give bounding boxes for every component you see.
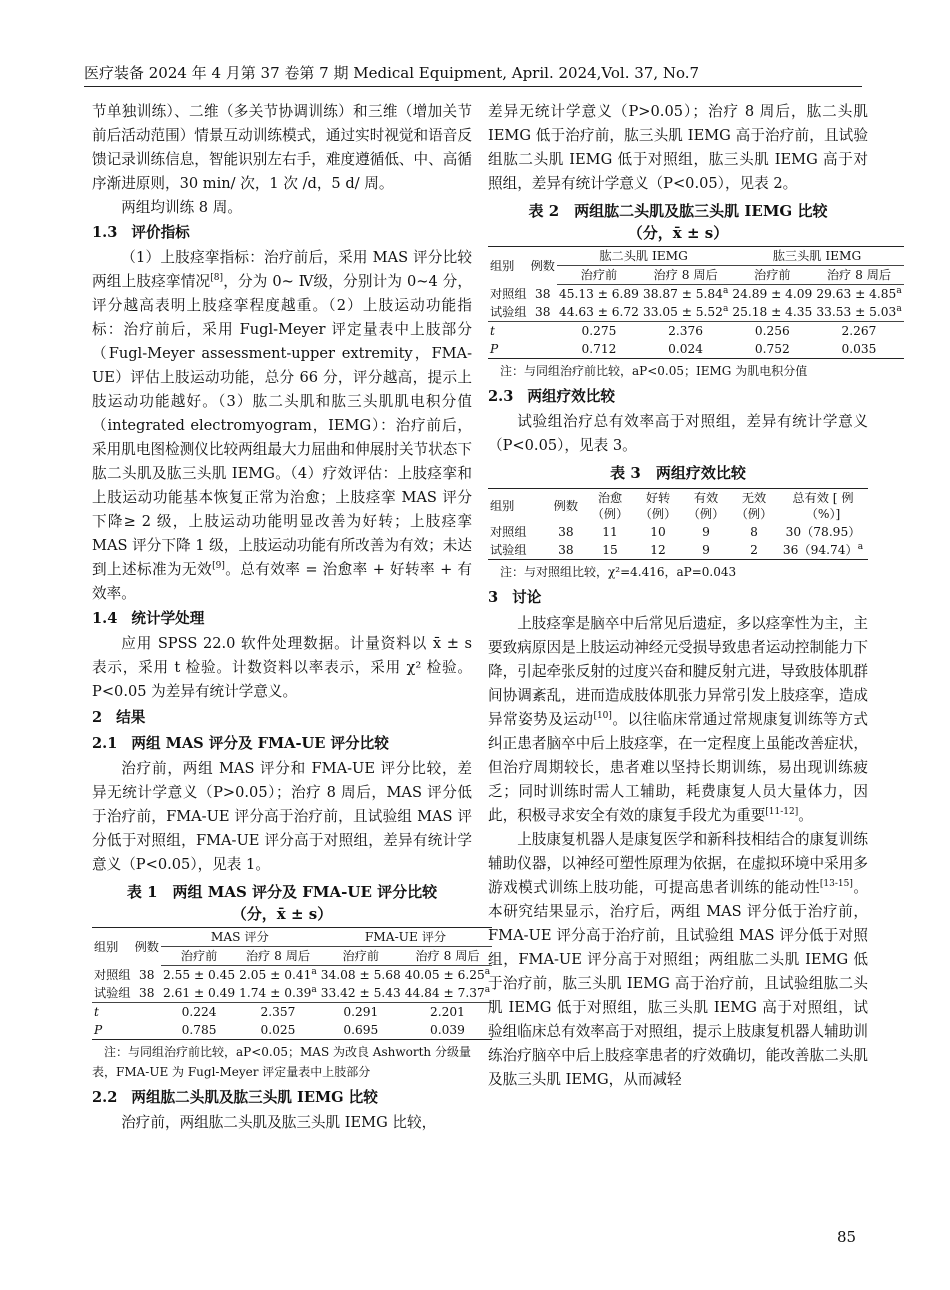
table-row: t 0.275 2.376 0.256 2.267	[490, 324, 877, 338]
table1	[92, 927, 492, 1040]
table3-note: 注：与对照组比较，χ²=4.416，aP=0.043	[500, 565, 737, 579]
table2	[488, 246, 904, 359]
table-header: 组别	[488, 489, 546, 524]
table-header: 治疗 8 周后	[403, 947, 492, 966]
table1-caption-unit: （分，x̄ ± s）	[231, 905, 333, 923]
table-header: 例数	[529, 247, 557, 285]
citation: [8]	[210, 273, 224, 284]
section-2-3-heading: 2.3 两组疗效比较	[488, 388, 615, 405]
table-header: 组别	[92, 928, 133, 966]
right-column	[488, 100, 902, 1092]
table-row: 试验组 38 2.61 ± 0.49 1.74 ± 0.39$^a$ 33.42 ± 5.43 44.84 ± 7.37$^a$	[92, 984, 492, 1003]
table-header: 有效（例）	[682, 489, 730, 524]
paragraph-discussion-1: 上肢痉挛是脑卒中后常见后遗症，多以痉挛性为主，主要致病原因是上肢运动神经元受损导致患者运动控制能力下降，引起牵张反射的过度兴奋和腱反射亢进，导致肢体肌群间协调紊乱，进而造成肢体肌张力异常引发上肢痉挛，造成异常姿势及运动[10]。以往临床常通过常规康复训练等方式纠正患者脑卒中后上肢痉挛，在一定程度上虽能改善症状，但治疗周期较长，患者难以坚持长期训练，易出现训练疲乏；同时训练时需人工辅助，耗费康复人员大量体力，因此，积极寻求安全有效的康复手段尤为重要[11-12]。	[488, 615, 868, 824]
table-row: 对照组 38 11 10 9 8 30（78.95）	[490, 525, 861, 539]
table-row: P 0.712 0.024 0.752 0.035	[488, 340, 904, 359]
table2-caption: 表 2 两组肱二头肌及肱三头肌 IEMG 比较	[528, 202, 828, 220]
table-header: FMA-UE 评分	[319, 928, 492, 947]
table-header: 总有效 [ 例（%）]	[778, 489, 868, 524]
paragraph-training-cont: 节单独训练）、二维（多关节协调训练）和三维（增加关节前后活动范围）情景互动训练模式，通过实时视觉和语音反馈记录训练信息，智能识别左右手，难度遵循低、中、高循序渐进原则，30 min/ 次，1 次 /d，5 d/ 周。	[92, 103, 472, 192]
paragraph-2-3: 试验组治疗总有效率高于对照组，差异有统计学意义（P<0.05），见表 3。	[488, 413, 868, 454]
table-header: 肱三头肌 IEMG	[730, 247, 903, 266]
paragraph-weeks: 两组均训练 8 周。	[121, 199, 242, 216]
table2-caption-unit: （分，x̄ ± s）	[627, 224, 729, 242]
section-2-heading: 2 结果	[92, 709, 146, 726]
citation: [10]	[593, 711, 612, 722]
table-header: 治疗前	[730, 266, 814, 285]
table-row: t 0.224 2.357 0.291 2.201	[94, 1005, 465, 1019]
section-1-3-heading: 1.3 评价指标	[92, 224, 190, 241]
paragraph-evaluation: （1）上肢痉挛指标：治疗前后，采用 MAS 评分比较两组上肢痉挛情况[8]，分为 0~ Ⅳ级，分别计为 0~4 分，评分越高表明上肢痉挛程度越重。（2）上肢运动功能指标：治疗前后，采用 Fugl-Meyer 评定量表中上肢部分（Fugl-Meyer assessment-upper extremity，FMA-UE）评估上肢运动功能，总分 66 分，评分越高，提示上肢运动功能越好。（3）肱二头肌和肱三头肌肌电积分值（integrated electromyogram，IEMG）：治疗前后，采用肌电图检测仪比较两组最大力屈曲和伸展肘关节状态下肱二头肌及肱三头肌 IEMG。（4）疗效评估：上肢痉挛和上肢运动功能基本恢复正常为治愈；上肢痉挛 MAS 评分下降≥ 2 级，上肢运动功能明显改善为好转；上肢痉挛 MAS 评分下降 1 级，上肢运动功能有所改善为有效；未达到上述标准为无效[9]。总有效率 = 治愈率 + 好转率 + 有效率。	[92, 249, 472, 602]
header-rule	[84, 86, 862, 87]
table-header: 例数	[133, 928, 161, 966]
table-header: 好转（例）	[634, 489, 682, 524]
paragraph-discussion-2: 上肢康复机器人是康复医学和新科技相结合的康复训练辅助仪器，以神经可塑性原理为依据，在虚拟环境中采用多游戏模式训练上肢功能，可提高患者训练的能动性[13-15]。本研究结果显示，治疗后，两组 MAS 评分低于治疗前，FMA-UE 评分高于治疗前，且试验组 MAS 评分低于对照组，FMA-UE 评分高于对照组；两组肱二头肌 IEMG 低于治疗前，肱三头肌 IEMG 高于治疗前，且试验组肱二头肌 IEMG 低于对照组，肱三头肌 IEMG 高于对照组，试验组临床总有效率高于对照组，提示上肢康复机器人辅助训练治疗脑卒中后上肢痉挛患者的疗效确切，能改善肱二头肌及肱三头肌 IEMG，从而减轻	[488, 831, 868, 1088]
table-header: 例数	[546, 489, 586, 524]
table-row: 试验组 38 15 12 9 2 $36(94.74)^a$	[488, 541, 868, 560]
section-1-4-heading: 1.4 统计学处理	[92, 610, 205, 627]
running-header: 医疗装备 2024 年 4 月第 37 卷第 7 期 Medical Equipment, April. 2024,Vol. 37, No.7	[84, 64, 700, 82]
table-row: P 0.785 0.025 0.695 0.039	[92, 1021, 492, 1040]
table2-note: 注：与同组治疗前比较，aP<0.05；IEMG 为肌电积分值	[500, 364, 808, 378]
table-row: 试验组 38 44.63 ± 6.72 33.05 ± 5.52$^a$ 25.18 ± 4.35 33.53 ± 5.03$^a$	[488, 303, 904, 322]
section-2-1-heading: 2.1 两组 MAS 评分及 FMA-UE 评分比较	[92, 735, 389, 752]
paragraph-2-2-cont: 差异无统计学意义（P>0.05）；治疗 8 周后，肱二头肌 IEMG 低于治疗前，肱三头肌 IEMG 高于治疗前，且试验组肱二头肌 IEMG 低于对照组，肱三头肌 IEMG 高于对照组，差异有统计学意义（P<0.05），见表 2。	[488, 103, 868, 192]
table-header: 治疗前	[319, 947, 403, 966]
section-2-2-heading: 2.2 两组肱二头肌及肱三头肌 IEMG 比较	[92, 1089, 378, 1106]
table-header: 组别	[488, 247, 529, 285]
table-header: MAS 评分	[161, 928, 319, 947]
table-header: 治疗 8 周后	[814, 266, 903, 285]
citation: [13-15]	[819, 879, 853, 890]
table3	[488, 488, 868, 560]
table-row: 对照组 38 45.13 ± 6.89 38.87 ± 5.84$^a$ 24.89 ± 4.09 29.63 ± 4.85$^a$	[490, 285, 902, 301]
table-header: 无效（例）	[730, 489, 778, 524]
table-header: 治疗 8 周后	[237, 947, 319, 966]
table-header: 治疗前	[557, 266, 641, 285]
paragraph-statistics: 应用 SPSS 22.0 软件处理数据。计量资料以 x̄ ± s 表示，采用 t 检验。计数资料以率表示，采用 χ² 检验。P<0.05 为差异有统计学意义。	[92, 635, 472, 700]
left-column	[92, 100, 491, 1135]
table-header: 肱二头肌 IEMG	[557, 247, 730, 266]
paragraph-2-2: 治疗前，两组肱二头肌及肱三头肌 IEMG 比较，	[121, 1114, 437, 1131]
page-number: 85	[837, 1228, 857, 1246]
citation: [11-12]	[765, 807, 799, 818]
table1-note: 注：与同组治疗前比较，aP<0.05；MAS 为改良 Ashworth 分级量表，FMA-UE 为 Fugl-Meyer 评定量表中上肢部分	[92, 1045, 471, 1079]
table-header: 治愈（例）	[586, 489, 634, 524]
table-row: 对照组 38 2.55 ± 0.45 2.05 ± 0.41$^a$ 34.08 ± 5.68 40.05 ± 6.25$^a$	[94, 966, 491, 982]
paragraph-2-1: 治疗前，两组 MAS 评分和 FMA-UE 评分比较，差异无统计学意义（P>0.05）；治疗 8 周后，MAS 评分低于治疗前，FMA-UE 评分高于治疗前，且试验组 MAS 评分低于对照组，FMA-UE 评分高于对照组，差异有统计学意义（P<0.05），见表 1。	[92, 760, 472, 873]
table1-caption: 表 1 两组 MAS 评分及 FMA-UE 评分比较	[126, 883, 438, 901]
section-3-heading: 3 讨论	[488, 589, 542, 606]
table-header: 治疗 8 周后	[641, 266, 730, 285]
table-header: 治疗前	[161, 947, 237, 966]
table3-caption: 表 3 两组疗效比较	[610, 464, 746, 482]
citation: [9]	[212, 561, 225, 572]
